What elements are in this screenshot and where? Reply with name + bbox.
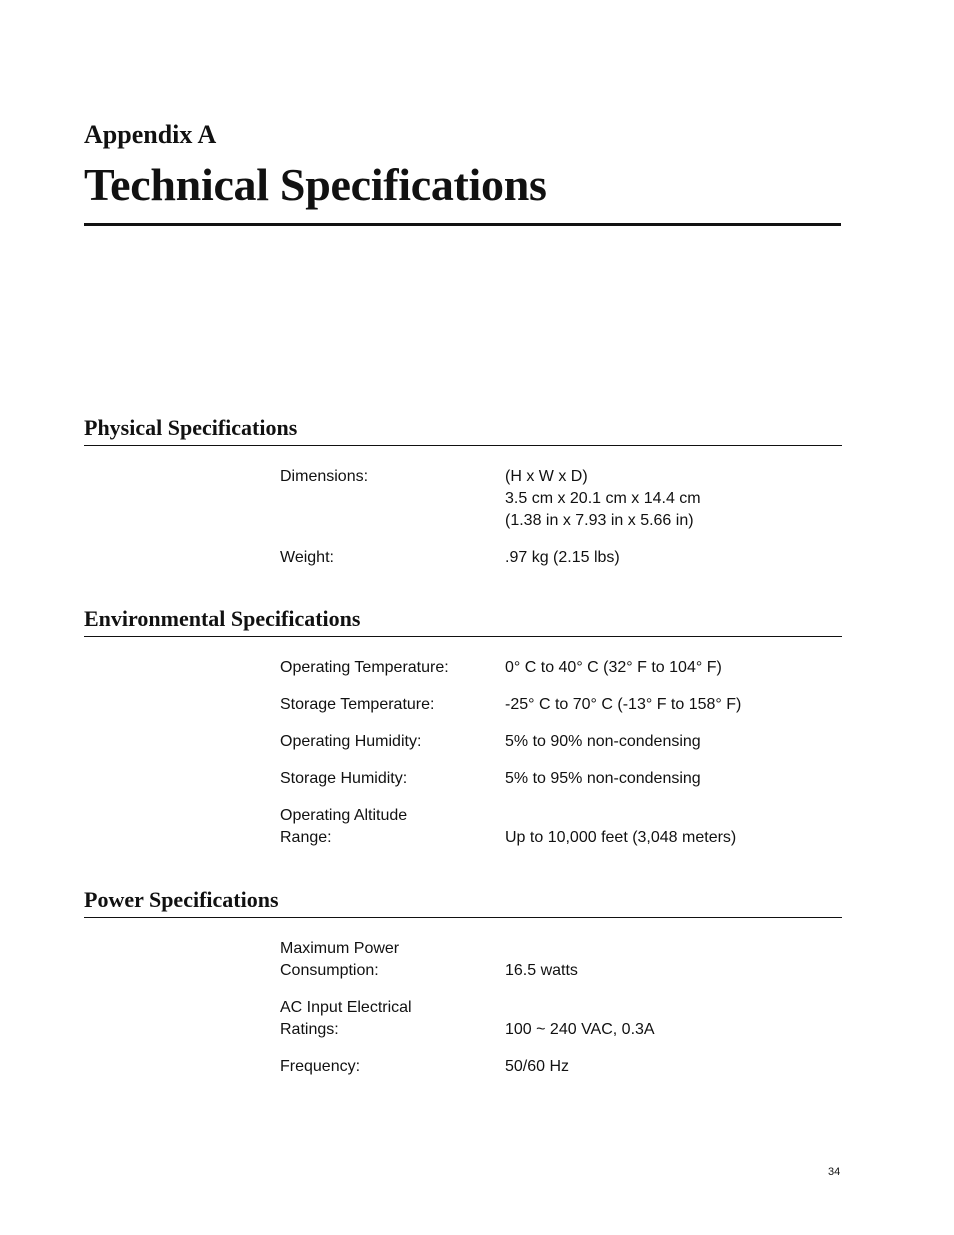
- spec-row-storage-temperature: [280, 694, 842, 716]
- power-specifications-section: [84, 886, 842, 1093]
- appendix-label: Appendix A: [84, 120, 217, 149]
- spec-label-frequency: Frequency:: [280, 1058, 361, 1075]
- spec-list-power: [84, 938, 842, 1078]
- spec-label-maximum-power: Maximum Power Consumption:: [280, 940, 400, 979]
- title-rule: [84, 223, 841, 226]
- section-heading-power: Power Specifications: [84, 886, 842, 918]
- spec-label-dimensions: Dimensions:: [280, 468, 369, 485]
- spec-label-storage-temperature: Storage Temperature:: [280, 696, 435, 713]
- section-heading-environmental: Environmental Specifications: [84, 605, 842, 637]
- spec-row-operating-humidity: [280, 731, 842, 753]
- spec-row-weight: [280, 547, 842, 569]
- spec-label-operating-temperature: Operating Temperature:: [280, 659, 449, 676]
- spec-row-frequency: [280, 1056, 842, 1078]
- spec-row-operating-altitude: [280, 805, 842, 849]
- physical-specifications-section: [84, 414, 842, 584]
- spec-row-ac-input: [280, 997, 842, 1041]
- spec-value-storage-temperature: -25° C to 70° C (-13° F to 158° F): [505, 696, 742, 713]
- spec-value-frequency: 50/60 Hz: [505, 1058, 570, 1075]
- spec-value-operating-altitude: Up to 10,000 feet (3,048 meters): [505, 829, 737, 846]
- spec-value-weight: .97 kg (2.15 lbs): [505, 549, 620, 566]
- spec-list-physical: [84, 466, 842, 569]
- section-heading-physical: Physical Specifications: [84, 414, 842, 446]
- spec-list-environmental: [84, 657, 842, 849]
- environmental-specifications-section: [84, 605, 842, 864]
- spec-row-maximum-power: [280, 938, 842, 982]
- spec-row-dimensions: [280, 466, 842, 532]
- spec-label-operating-altitude: Operating Altitude Range:: [280, 807, 408, 846]
- spec-value-storage-humidity: 5% to 95% non-condensing: [505, 770, 701, 787]
- spec-row-storage-humidity: [280, 768, 842, 790]
- spec-label-storage-humidity: Storage Humidity:: [280, 770, 408, 787]
- spec-value-maximum-power: 16.5 watts: [505, 962, 578, 979]
- spec-label-weight: Weight:: [280, 549, 334, 566]
- spec-value-operating-temperature: 0° C to 40° C (32° F to 104° F): [505, 659, 722, 676]
- spec-label-ac-input: AC Input Electrical Ratings:: [280, 999, 412, 1038]
- page-title: Technical Specifications: [84, 159, 547, 210]
- page-number: 34: [828, 1166, 841, 1178]
- spec-label-operating-humidity: Operating Humidity:: [280, 733, 422, 750]
- spec-row-operating-temperature: [280, 657, 842, 679]
- spec-value-dimensions: (H x W x D) 3.5 cm x 20.1 cm x 14.4 cm (1.38 in x 7.93 in x 5.66 in): [505, 468, 701, 529]
- spec-value-ac-input: 100 ~ 240 VAC, 0.3A: [505, 1021, 655, 1038]
- spec-value-operating-humidity: 5% to 90% non-condensing: [505, 733, 701, 750]
